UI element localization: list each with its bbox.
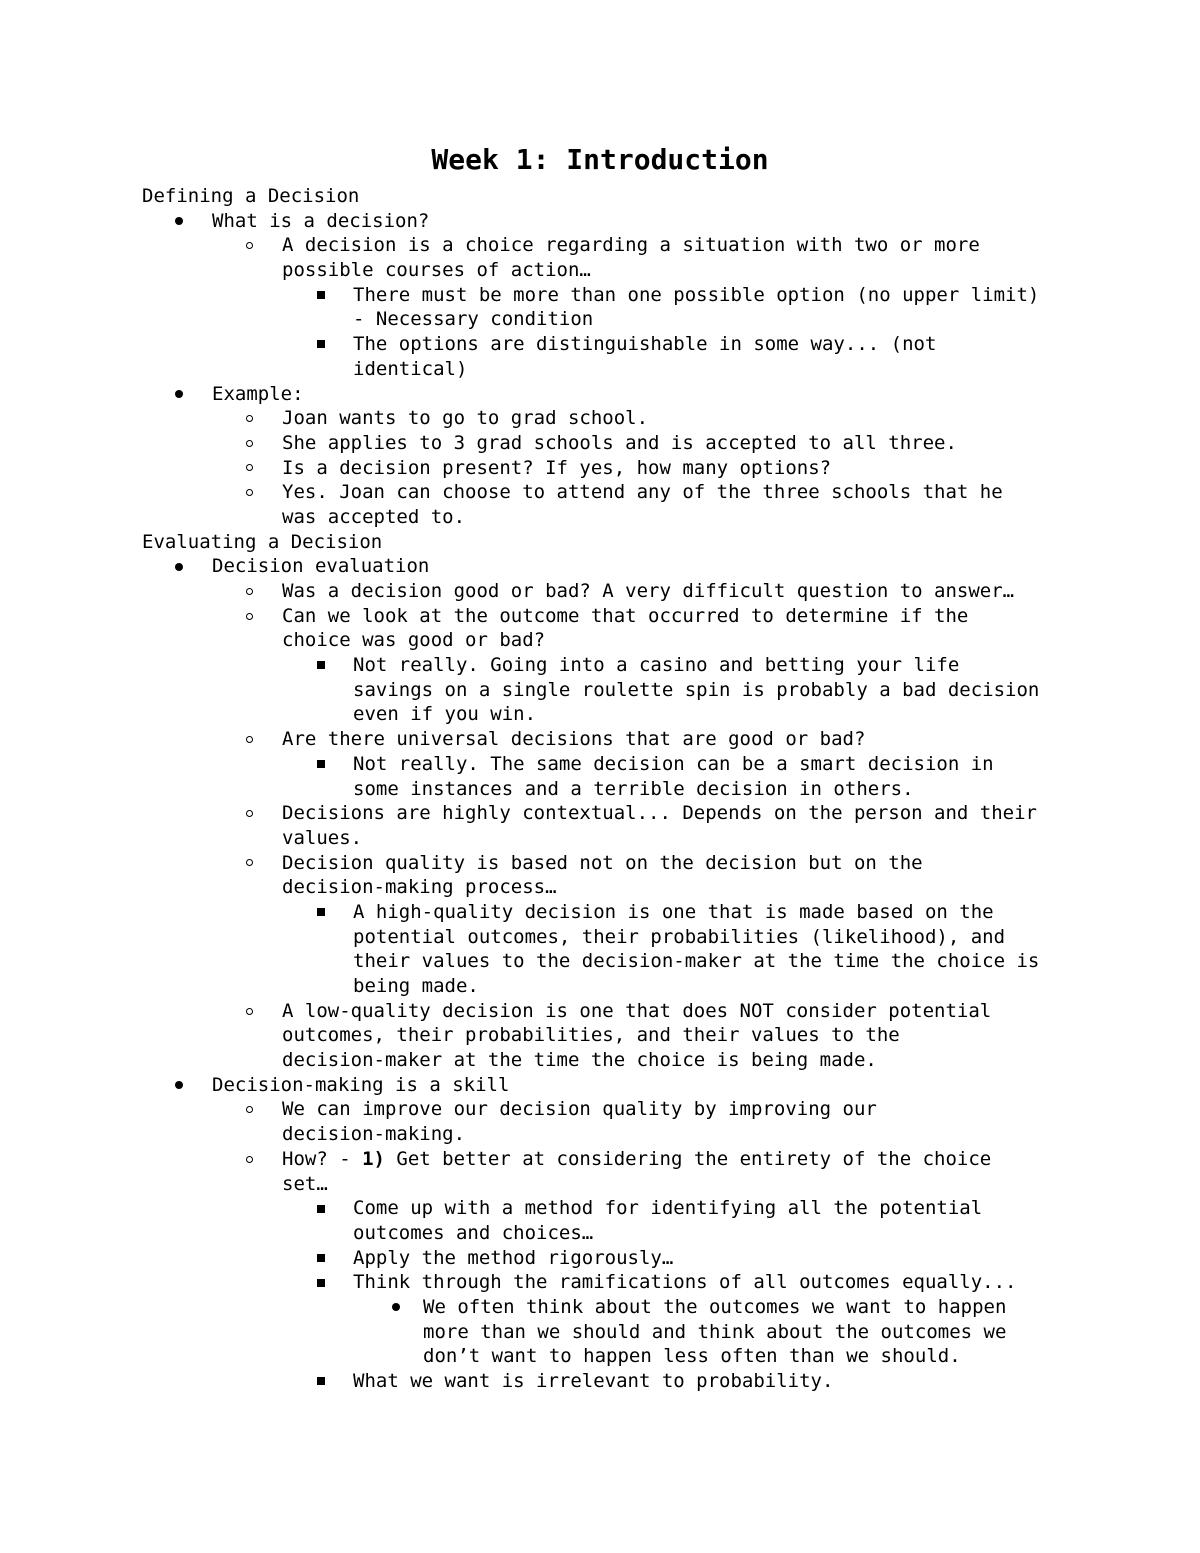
list-item (142, 1369, 1072, 1394)
bullet-disc-icon (175, 554, 183, 579)
list-item-text: Yes. Joan can choose to attend any of the three schools that he (282, 481, 1003, 504)
list-item-text: Think through the ramifications of all outcomes equally... (353, 1271, 1017, 1294)
list-item (142, 480, 1072, 505)
page-title: Week 1: Introduction (431, 143, 769, 176)
list-item-continuation: decision-maker at the time the choice is being made. (282, 1049, 877, 1072)
step-number: 1) (362, 1147, 385, 1170)
list-item-continuation: values. (282, 826, 363, 849)
list-item-continuation: choice was good or bad? (282, 629, 546, 652)
bullet-square-icon (317, 1196, 325, 1221)
list-item-continuation: decision-making process… (282, 876, 557, 899)
list-item-continuation: their values to the decision-maker at the time the choice is (353, 950, 1040, 973)
list-item (142, 752, 1072, 777)
list-item (142, 1246, 1072, 1271)
bullet-disc-icon (175, 1073, 183, 1098)
list-item-text: Is a decision present? If yes, how many options? (282, 456, 832, 479)
list-item-text: A low-quality decision is one that does NOT consider potential (282, 999, 992, 1022)
list-item (142, 727, 1072, 752)
list-item-text: Was a decision good or bad? A very difficult question to answer… (282, 580, 1015, 602)
list-item (142, 900, 1072, 925)
bullet-circle-icon (246, 456, 253, 481)
list-item-text: Decisions are highly contextual... Depends on the person and their (282, 802, 1037, 825)
list-item-continuation: set… (282, 1172, 328, 1195)
list-item-text: Decision-making is a skill (212, 1073, 510, 1096)
bullet-circle-icon (246, 431, 253, 456)
list-item-continuation: possible courses of action… (282, 259, 591, 282)
bullet-square-icon (317, 283, 325, 308)
list-item-continuation: more than we should and think about the outcomes we (423, 1320, 1007, 1343)
list-item (142, 382, 1072, 407)
list-item (142, 456, 1072, 481)
list-item-text: Example: (212, 382, 304, 405)
list-item-text: A decision is a choice regarding a situation with two or more (282, 234, 980, 257)
list-item-text: There must be more than one possible option (no upper limit) (353, 283, 1040, 306)
list-item-text: Decision quality is based not on the decision but on the (282, 851, 923, 874)
bullet-disc-icon (392, 1295, 400, 1320)
list-item-continuation: some instances and a terrible decision in others. (353, 777, 914, 800)
list-item (142, 554, 1072, 579)
list-item-continuation: was accepted to. (282, 505, 466, 528)
bullet-square-icon (317, 1246, 325, 1271)
list-item (142, 653, 1072, 678)
list-item-text: Are there universal decisions that are good or bad? (282, 728, 866, 751)
list-item-continuation: being made. (353, 975, 479, 997)
list-item-continuation: savings on a single roulette spin is probably a bad decision (353, 678, 1040, 701)
list-item (142, 1097, 1072, 1122)
list-item-continuation: outcomes and choices… (353, 1221, 594, 1244)
list-item (142, 406, 1072, 431)
list-item-text: We often think about the outcomes we want to happen (423, 1295, 1007, 1318)
list-item-text: Get better at considering the entirety of the choice (384, 1147, 992, 1170)
bullet-circle-icon (246, 1147, 253, 1172)
bullet-disc-icon (175, 382, 183, 407)
bullet-circle-icon (246, 1097, 253, 1122)
section-heading-evaluating: Evaluating a Decision (142, 530, 383, 553)
list-item-text: We can improve our decision quality by improving our (282, 1098, 877, 1121)
list-item-text: Can we look at the outcome that occurred to determine if the (282, 604, 969, 627)
list-item-text: What we want is irrelevant to probability. (353, 1370, 834, 1392)
list-item (142, 209, 1072, 234)
bullet-circle-icon (246, 727, 253, 752)
bullet-square-icon (317, 900, 325, 925)
list-item-text: How? - (282, 1147, 363, 1170)
list-item (142, 1295, 1072, 1320)
list-item-text: Not really. The same decision can be a smart decision in (353, 752, 994, 775)
bullet-square-icon (317, 653, 325, 678)
bullet-circle-icon (246, 801, 253, 826)
list-item (142, 1196, 1072, 1221)
list-item-text: The options are distinguishable in some way... (not (353, 333, 937, 356)
list-item-continuation: decision-making. (282, 1123, 466, 1146)
list-item (142, 233, 1072, 258)
bullet-disc-icon (175, 209, 183, 234)
bullet-circle-icon (246, 851, 253, 876)
list-item (142, 851, 1072, 876)
bullet-circle-icon (246, 480, 253, 505)
list-item-continuation: potential outcomes, their probabilities (likelihood), and (353, 925, 1006, 948)
bullet-square-icon (317, 1369, 325, 1394)
list-item (142, 332, 1072, 357)
list-item-text: She applies to 3 grad schools and is accepted to all three. (282, 431, 957, 454)
list-item-text: What is a decision? (212, 209, 430, 232)
list-item-continuation: - Necessary condition (353, 308, 594, 331)
list-item (142, 431, 1072, 456)
list-item-text: Joan wants to go to grad school. (282, 407, 649, 430)
bullet-square-icon (317, 1270, 325, 1295)
bullet-circle-icon (246, 999, 253, 1024)
list-item (142, 604, 1072, 629)
list-item-text: Apply the method rigorously… (353, 1246, 674, 1269)
list-item-continuation: outcomes, their probabilities, and their values to the (282, 1024, 900, 1047)
list-item-text: Come up with a method for identifying all the potential (353, 1197, 983, 1220)
bullet-circle-icon (246, 233, 253, 258)
list-item-continuation: even if you win. (353, 703, 537, 726)
list-item-text: Decision evaluation (212, 555, 430, 578)
list-item (142, 801, 1072, 826)
list-item (142, 1270, 1072, 1295)
bullet-square-icon (317, 332, 325, 357)
notes-body (142, 184, 1072, 1394)
list-item-text: A high-quality decision is one that is made based on the (353, 900, 994, 923)
section-heading-defining: Defining a Decision (142, 185, 360, 207)
list-item-continuation: identical) (353, 357, 468, 380)
bullet-circle-icon (246, 604, 253, 629)
list-item (142, 999, 1072, 1024)
bullet-square-icon (317, 752, 325, 777)
list-item-continuation: don’t want to happen less often than we should. (423, 1345, 961, 1368)
list-item (142, 1147, 1072, 1172)
bullet-circle-icon (246, 406, 253, 431)
bullet-circle-icon (246, 579, 253, 604)
list-item (142, 1073, 1072, 1098)
list-item-text: Not really. Going into a casino and betting your life (353, 654, 960, 677)
list-item (142, 579, 1072, 604)
list-item (142, 283, 1072, 308)
